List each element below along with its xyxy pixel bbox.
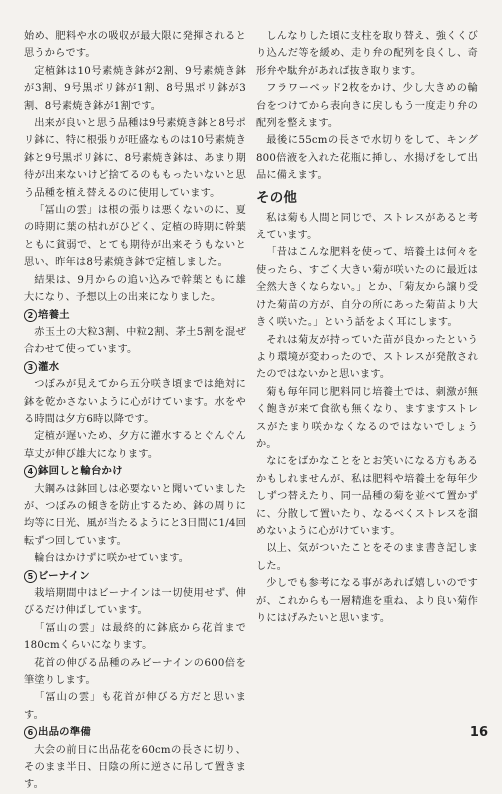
subheading-label: 出品の準備 <box>38 726 91 739</box>
subheading-pot-rotation <box>24 463 246 480</box>
paragraph: 栽培期間中はビーナインは一切使用せず、伸びるだけ伸ばしています。 <box>24 588 246 617</box>
subheading-label: 灌水 <box>38 360 60 373</box>
paragraph: 大会の前日に出品花を60cmの長さに切り、そのまま半日、日陰の所に逆さに吊して置きます。 <box>24 744 246 791</box>
paragraph: 花首の伸びる品種のみビーナインの600倍を筆塗りします。 <box>24 657 246 687</box>
circled-number: 5 <box>24 570 37 583</box>
subheading-label: ビーナイン <box>38 569 90 582</box>
circled-number: 3 <box>24 361 37 374</box>
circled-number: 6 <box>24 726 37 739</box>
right-column <box>256 28 478 627</box>
left-column <box>24 28 246 794</box>
paragraph: それは菊友が持っていた苗が良かったというより環境が変わったので、ストレスが発散されたのではないかと思います。 <box>256 334 478 381</box>
paragraph: 「冨山の雲」も花首が伸びる方だと思います。 <box>24 692 246 721</box>
subheading-b-nine <box>24 568 246 585</box>
paragraph: 大鋼みは鉢回しは必要ないと聞いていましたが、つぼみの傾きを防止するため、鉢の周りに均等に日光、風が当たるようにと3日間に1/4回転ずつ回しています。 <box>24 483 246 547</box>
page-number: 16 <box>469 725 488 740</box>
circled-number: 2 <box>24 309 37 322</box>
paragraph: 結果は、9月からの追い込みで幹葉ともに雄大になり、予想以上の出来になりました。 <box>24 274 246 304</box>
paragraph: 輪台はかけずに咲かせています。 <box>34 553 190 565</box>
subheading-label: 培養土 <box>38 308 70 321</box>
paragraph: つぼみが見えてから五分咲き頃までは絶対に鉢を乾かさないように心がけています。水をやる時間は夕方6時以降です。 <box>24 379 246 425</box>
paragraph: 私は菊も人間と同じで、ストレスがあると考えています。 <box>256 212 478 242</box>
paragraph: 少しでも参考になる事があれば嬉しいのですが、これからも一層精進を重ね、より良い菊作りにはげみたいと思います。 <box>256 578 478 624</box>
paragraph: 以上、気がついたことをそのまま書き記しました。 <box>256 543 478 572</box>
paragraph: 定植鉢は10号素焼き鉢が2割、9号素焼き鉢が3割、9号黒ポリ鉢が1割、8号黒ポリ鉢が3割、8号素焼き鉢が1割です。 <box>24 65 246 112</box>
paragraph: 出来が良いと思う品種は9号素焼き鉢と8号ポリ鉢に、特に根張りが旺盛なものは10号素焼き鉢と9号黒ポリ鉢に、8号素焼き鉢は、あまり期待が出来ないけど捨てるのももったいないと思う品種を植え替えるのに使用しています。 <box>24 118 246 199</box>
paragraph: 「冨山の雲」は根の張りは悪くないのに、夏の時期に葉の枯れがひどく、定植の時期に幹葉ともに貧弱で、とても期待が出来そうもないと思い、昨年は8号素焼き鉢で定植しました。 <box>24 205 246 269</box>
paragraph: なにをばかなことをとお笑いになる方もあるかもしれませんが、私は肥料や培養土を毎年少しずつ替えたり、同一品種の菊を並べて置かずに、分散して置いたり、なるべくストレスを溜めないように心がけています。 <box>256 456 478 537</box>
section-title-other: その他 <box>256 189 298 206</box>
subheading-soil <box>24 307 246 324</box>
paragraph: 定植が遅いため、夕方に灌水するとぐんぐん草丈が伸び雄大になります。 <box>24 431 246 460</box>
paragraph: 「冨山の雲」は最終的に鉢底から花首まで180cmくらいになります。 <box>24 622 246 652</box>
subheading-watering <box>24 359 246 376</box>
paragraph: 始め、肥料や水の吸収が最大限に発揮されると思うからです。 <box>24 31 246 60</box>
paragraph: しんなりした頃に支柱を取り替え、強くくびり込んだ等を緩め、走り弁の配列を良くし、奇形弁や駄弁があれば抜き取ります。 <box>256 31 478 77</box>
paragraph: 「昔はこんな肥料を使って、培養土は何々を使ったら、すごく大きい菊が咲いたのに最近は全然大きくならない。」とか、「菊友から譲り受けた菊苗の方が、自分の所にあった菊苗より大きく咲いた。」という話をよく耳にします。 <box>256 247 478 329</box>
subheading-label: 鉢回しと輪台かけ <box>38 465 123 478</box>
subheading-exhibit-prep <box>24 724 246 741</box>
circled-number: 4 <box>24 465 37 478</box>
paragraph: 最後に55cmの長さで水切りをして、キング800倍液を入れた花瓶に挿し、水揚げをして出品に備えます。 <box>256 135 478 182</box>
paragraph: 赤玉土の大粒3割、中粒2割、茅土5割を混ぜ合わせて使っています。 <box>24 326 246 356</box>
paragraph: 菊も毎年同じ肥料同じ培養土では、刺激が無く飽きが来て食欲も無くなり、ますますストレスがたまり咲かなくなるのではないでしょうか。 <box>256 386 478 450</box>
paragraph: フラワーベッド2枚をかけ、少し大きめの輪台をつけてから表向きに戻しもう一度走り弁の配列を整えます。 <box>256 83 478 130</box>
